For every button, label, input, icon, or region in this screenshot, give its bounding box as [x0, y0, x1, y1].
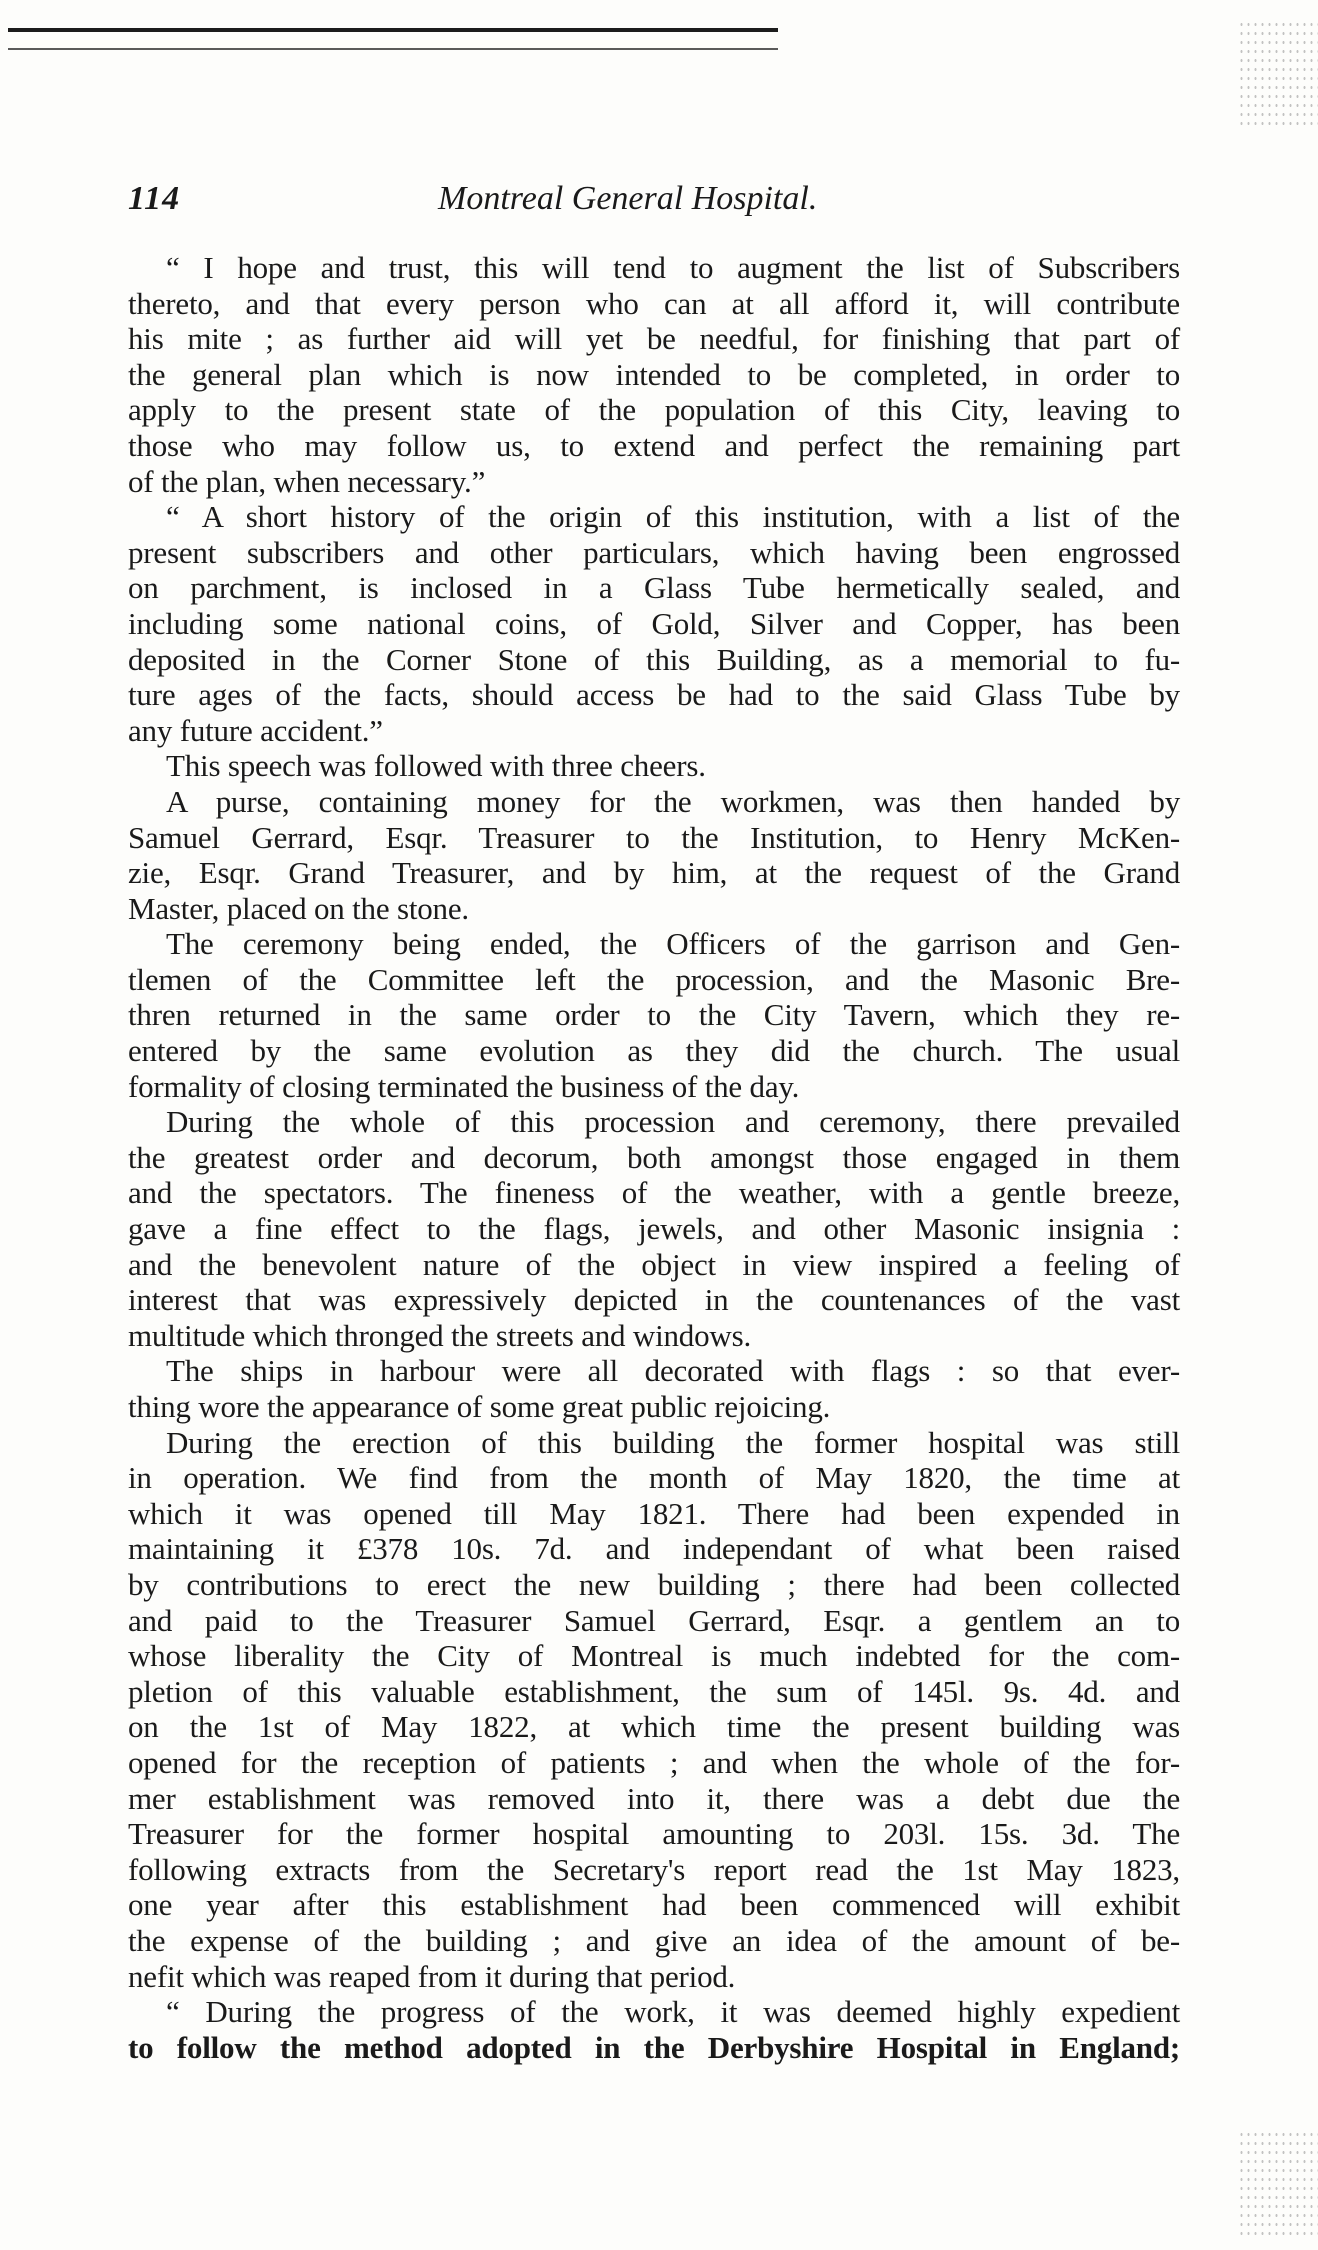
text-line: A purse, containing money for the workmen, was then handed by: [166, 783, 1180, 819]
page-number: 114: [128, 180, 181, 217]
text-line: the general plan which is now intended to be completed, in order to: [128, 356, 1180, 392]
text-line: the expense of the building ; and give an idea of the amount of be-: [128, 1922, 1180, 1958]
text-line: nefit which was reaped from it during that period.: [128, 1958, 736, 1994]
text-line: by contributions to erect the new building ; there had been collected: [128, 1566, 1180, 1602]
text-line: Master, placed on the stone.: [128, 890, 469, 926]
text-line: During the erection of this building the former hospital was still: [166, 1424, 1180, 1460]
body-text: [128, 250, 1180, 2065]
text-line: deposited in the Corner Stone of this Building, as a memorial to fu-: [128, 641, 1180, 677]
text-line: on the 1st of May 1822, at which time the present building was: [128, 1709, 1180, 1745]
text-line: thing wore the appearance of some great public rejoicing.: [128, 1389, 831, 1424]
text-line: which it was opened till May 1821. There had been expended in: [128, 1495, 1180, 1531]
text-line: and the benevolent nature of the object in view inspired a feeling of: [128, 1246, 1180, 1282]
text-line: mer establishment was removed into it, there was a debt due the: [128, 1780, 1180, 1816]
text-line: including some national coins, of Gold, Silver and Copper, has been: [128, 605, 1180, 641]
page-header: [128, 180, 1178, 230]
text-line: in operation. We find from the month of May 1820, the time at: [128, 1460, 1180, 1496]
text-line: zie, Esqr. Grand Treasurer, and by him, at the request of the Grand: [128, 855, 1180, 891]
top-rule: [8, 28, 778, 32]
text-line: and the spectators. The fineness of the weather, with a gentle breeze,: [128, 1175, 1180, 1211]
text-line: “ During the progress of the work, it was deemed highly expedient: [166, 1994, 1180, 2030]
text-line: entered by the same evolution as they did the church. The usual: [128, 1033, 1180, 1069]
text-line: opened for the reception of patients ; and when the whole of the for-: [128, 1744, 1180, 1780]
text-line: Treasurer for the former hospital amounting to 203l. 15s. 3d. The: [128, 1816, 1180, 1852]
text-line: thren returned in the same order to the City Tavern, which they re-: [128, 997, 1180, 1033]
text-line: present subscribers and other particulars, which having been engrossed: [128, 534, 1180, 570]
text-line: one year after this establishment had been commenced will exhibit: [128, 1887, 1180, 1923]
text-line: apply to the present state of the population of this City, leaving to: [128, 392, 1180, 428]
text-line: Samuel Gerrard, Esqr. Treasurer to the Institution, to Henry McKen-: [128, 819, 1180, 855]
text-line: formality of closing terminated the business of the day.: [128, 1068, 800, 1104]
text-line: the greatest order and decorum, both amongst those engaged in them: [128, 1139, 1180, 1175]
text-line: his mite ; as further aid will yet be needful, for finishing that part of: [128, 321, 1180, 357]
running-title: Montreal General Hospital.: [438, 180, 818, 217]
text-line: thereto, and that every person who can at all afford it, will contribute: [128, 285, 1180, 321]
text-line: those who may follow us, to extend and perfect the remaining part: [128, 427, 1180, 463]
scan-noise-top-right: [1238, 20, 1318, 130]
scan-noise-bottom-right: [1238, 2130, 1318, 2240]
text-line: During the whole of this procession and ceremony, there prevailed: [166, 1104, 1180, 1140]
text-line: and paid to the Treasurer Samuel Gerrard, Esqr. a gentlem an to: [128, 1602, 1180, 1638]
text-line: gave a fine effect to the flags, jewels, and other Masonic insignia :: [128, 1211, 1180, 1247]
text-line: “ I hope and trust, this will tend to augment the list of Subscribers: [166, 250, 1180, 285]
text-line: interest that was expressively depicted in the countenances of the vast: [128, 1282, 1180, 1318]
text-line: “ A short history of the origin of this institution, with a list of the: [166, 499, 1180, 535]
text-line: multitude which thronged the streets and windows.: [128, 1317, 752, 1353]
text-line: The ships in harbour were all decorated with flags : so that ever-: [166, 1353, 1180, 1389]
text-line: to follow the method adopted in the Derbyshire Hospital in England;: [128, 2029, 1180, 2065]
text-line: ture ages of the facts, should access be had to the said Glass Tube by: [128, 677, 1180, 713]
text-line: This speech was followed with three cheers.: [166, 748, 706, 784]
text-line: following extracts from the Secretary's report read the 1st May 1823,: [128, 1851, 1180, 1887]
top-rule-thin: [8, 48, 778, 50]
text-line: whose liberality the City of Montreal is much indebted for the com-: [128, 1638, 1180, 1674]
text-line: tlemen of the Committee left the procession, and the Masonic Bre-: [128, 961, 1180, 997]
text-line: on parchment, is inclosed in a Glass Tube hermetically sealed, and: [128, 570, 1180, 606]
text-line: The ceremony being ended, the Officers of the garrison and Gen-: [166, 926, 1180, 962]
text-line: maintaining it £378 10s. 7d. and independant of what been raised: [128, 1531, 1180, 1567]
text-line: of the plan, when necessary.”: [128, 463, 486, 499]
text-line: pletion of this valuable establishment, the sum of 145l. 9s. 4d. and: [128, 1673, 1180, 1709]
text-line: any future accident.”: [128, 712, 383, 748]
